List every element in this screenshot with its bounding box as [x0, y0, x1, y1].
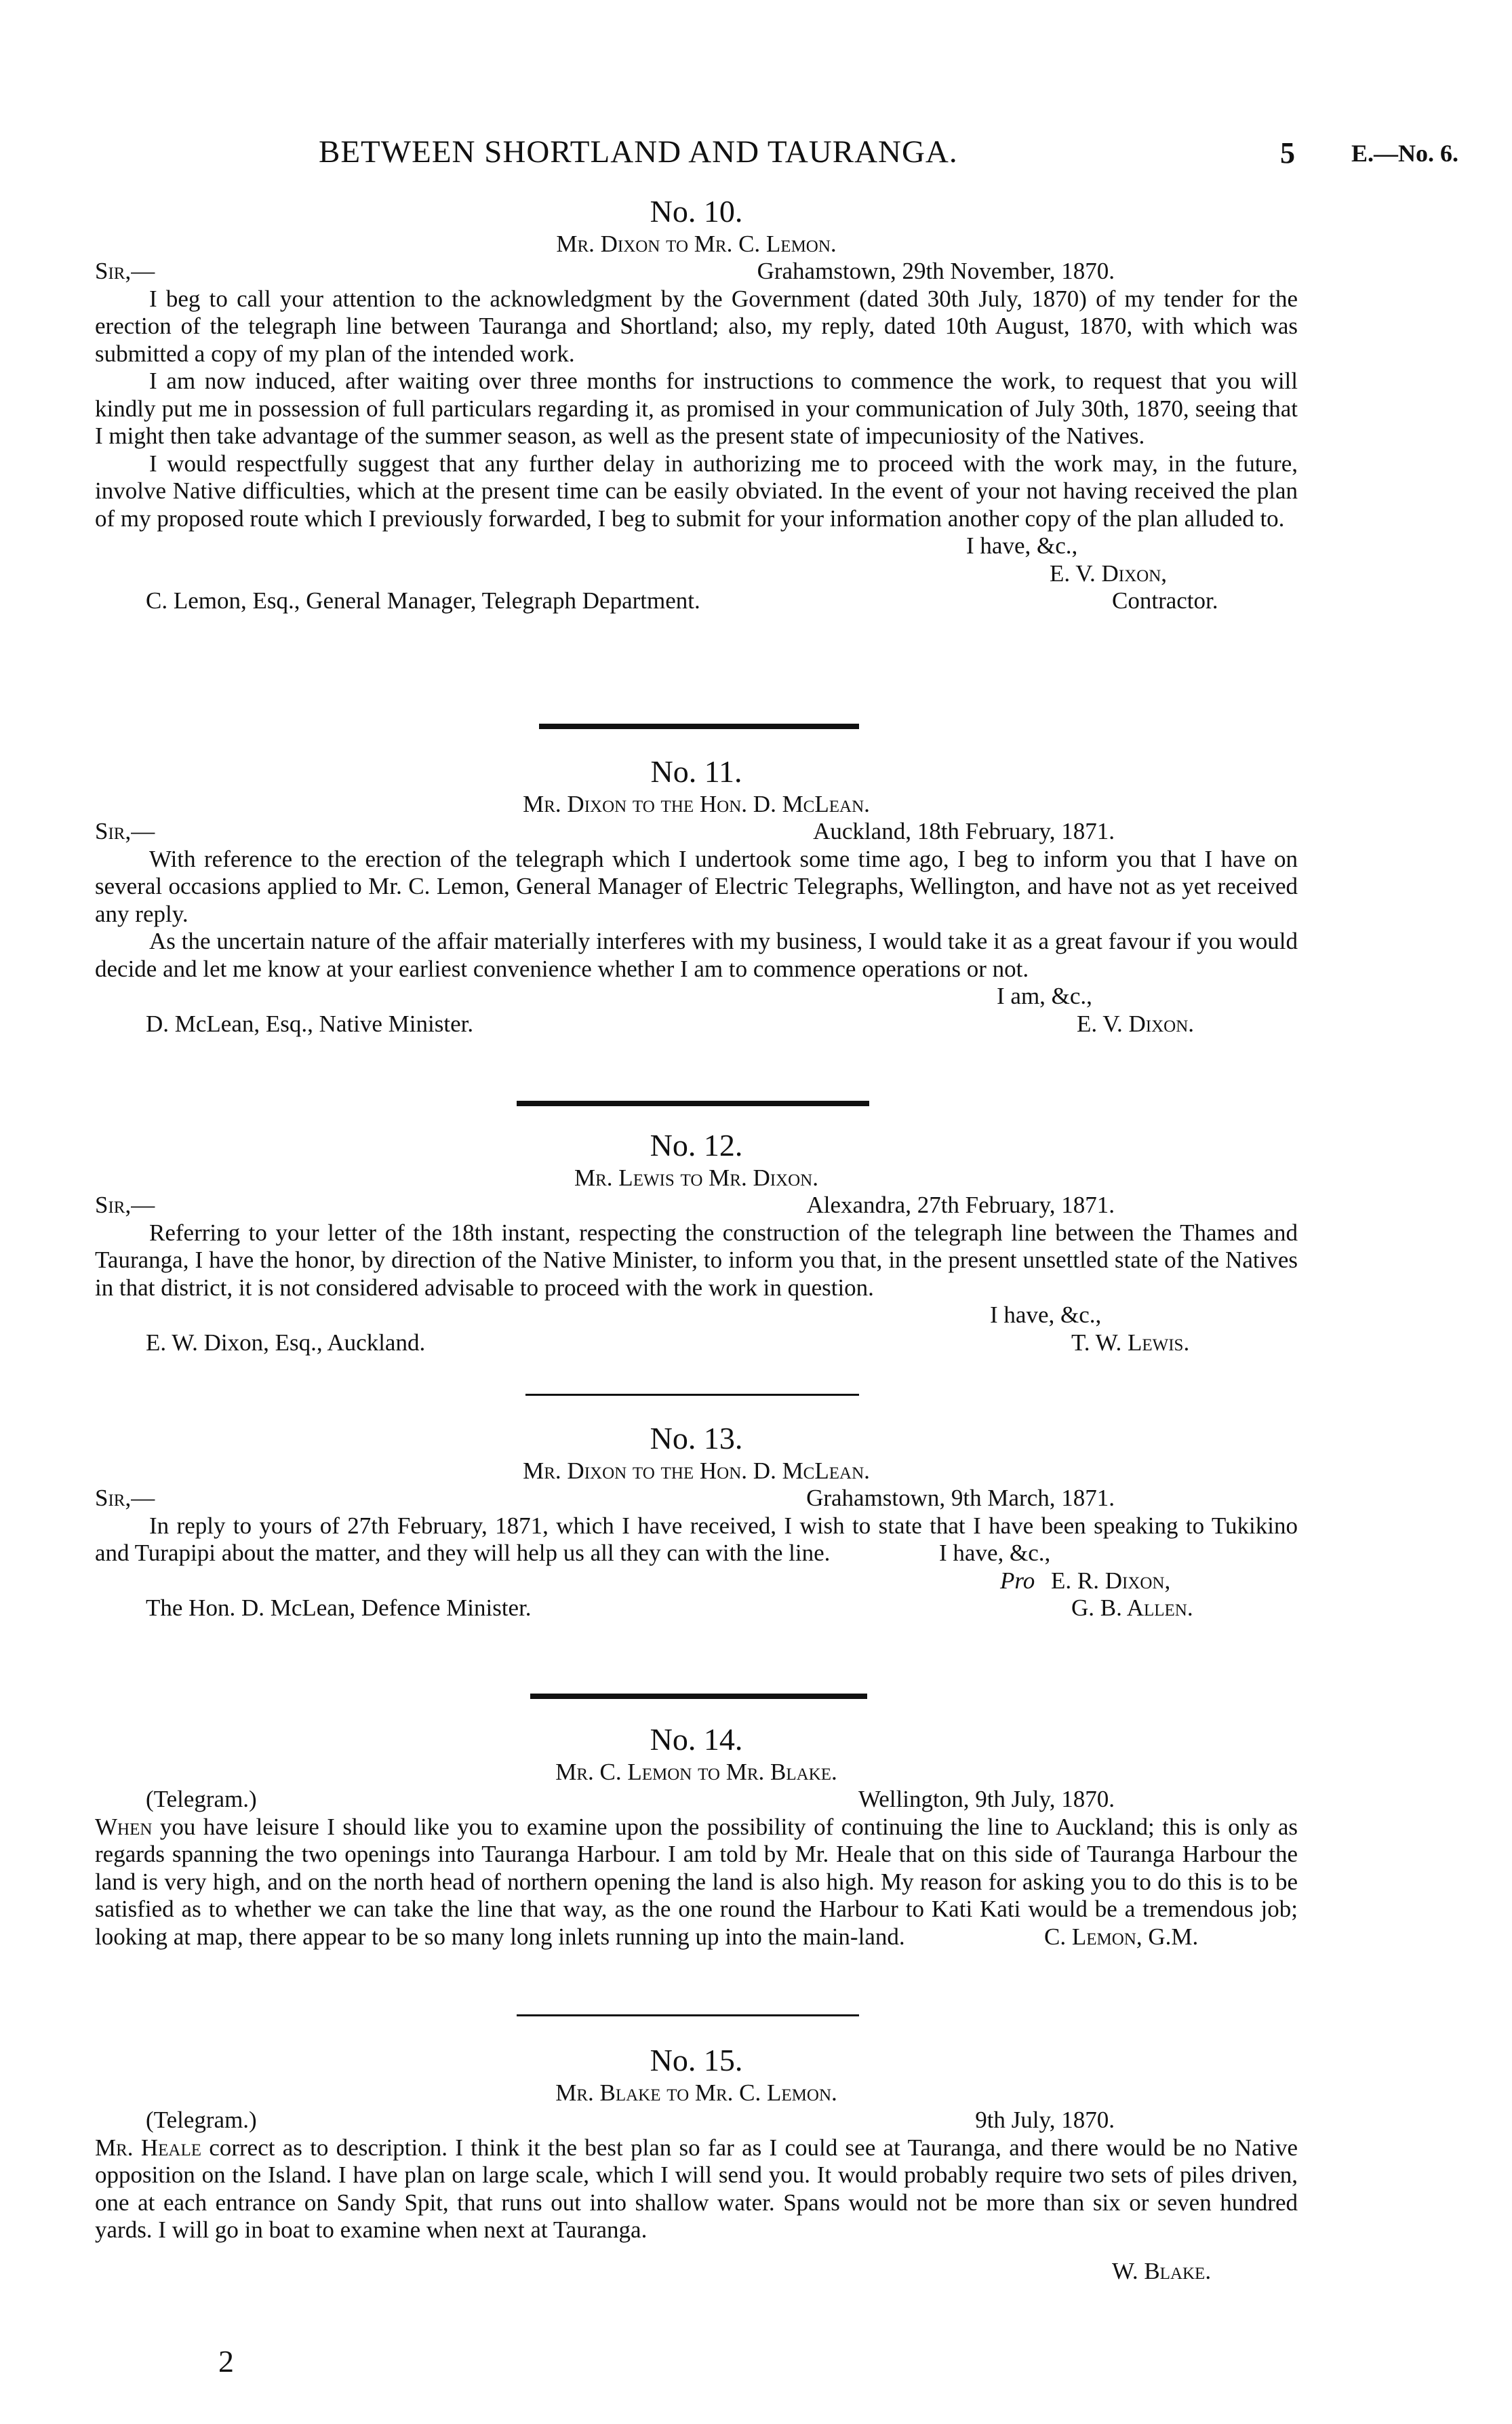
place-date: Alexandra, 27th February, 1871.: [806, 1192, 1115, 1218]
letter-no-10: [95, 193, 1298, 615]
letter-number: No. 10.: [650, 194, 743, 229]
document-reference: E.—No. 6.: [1351, 140, 1459, 167]
section-divider: [517, 2014, 859, 2016]
letter-no-14: [95, 1721, 1298, 1951]
paragraph: I am now induced, after waiting over three months for instructions to commence the work, to request that you will kindly put me in possession of full particulars regarding it, as promised in your communication of July 30th, 1870, seeing that I might then take advantage of the summer season, as well as the present state of impecuniosity of the Natives.: [95, 368, 1298, 449]
closing-row: [95, 1302, 1298, 1329]
addressee-row: [95, 587, 1298, 615]
letter-number: No. 12.: [650, 1128, 743, 1162]
salutation: Sir,—: [95, 1485, 155, 1511]
signature-secondary: G. B. Allen.: [1071, 1595, 1193, 1621]
signature-pro: Pro: [1000, 1567, 1035, 1594]
signature: C. Lemon, G.M.: [1044, 1923, 1199, 1950]
signature-title: Contractor.: [1112, 587, 1218, 614]
addressee: C. Lemon, Esq., General Manager, Telegraph Department.: [146, 587, 700, 614]
signature-mark: 2: [218, 2344, 234, 2379]
signature: T. W. Lewis.: [1071, 1329, 1190, 1356]
salutation-row: [95, 258, 1298, 286]
addressee-row: [95, 1595, 1298, 1622]
section-divider: [517, 1101, 869, 1106]
paragraph-text: you have leisure I should like you to examine upon the possibility of continuing the line to Auckland; this is only as regards spanning the two openings into Tauranga Harbour. I am told by Mr. Heale that on this side of Tauranga Harbour the land is very high, and on the north head of northern opening the land is also high. My reason for asking you to do this is to be satisfied as to whether we can take the line that way, as the one round the Harbour to Kati Kati would be a tremendous job; looking at map, there appear to be so many long inlets running up into the main-land.: [95, 1813, 1298, 1950]
letter-number: No. 11.: [650, 754, 742, 789]
signature-row: [95, 560, 1298, 588]
addressee-row: [95, 1011, 1298, 1038]
signature: E. V. Dixon,: [1050, 560, 1168, 587]
signature: E. R. Dixon,: [1051, 1567, 1171, 1594]
letter-number: No. 13.: [650, 1421, 743, 1455]
closing-row: [95, 1540, 1298, 1567]
signature-row: [95, 1923, 1298, 1951]
lead-word: Mr. Heale: [95, 2134, 201, 2161]
paragraph: I would respectfully suggest that any further delay in authorizing me to proceed with the work may, in the future, involve Native difficulties, which at the present time can be easily obviated. In the event of your not having received the plan of my proposed route which I previously forwarded, I beg to submit for your information another copy of the plan alluded to.: [95, 450, 1298, 532]
paragraph: I beg to call your attention to the acknowledgment by the Government (dated 30th July, 1870) of my tender for the erection of the telegraph line between Tauranga and Shortland; also, my reply, dated 10th August, 1870, with which was submitted a copy of my plan of the intended work.: [95, 285, 1298, 367]
telegram-label: (Telegram.): [146, 1786, 257, 1812]
section-divider: [539, 724, 859, 729]
signature-row: [95, 1567, 1298, 1595]
signature: W. Blake.: [1112, 2257, 1212, 2284]
salutation-row: [95, 818, 1298, 846]
salutation-row: [95, 1485, 1298, 1512]
telegram-label: (Telegram.): [146, 2107, 257, 2133]
signature: E. V. Dixon.: [1077, 1010, 1195, 1037]
closing: I have, &c.,: [939, 1540, 1051, 1566]
salutation: Sir,—: [95, 818, 155, 844]
addressee: The Hon. D. McLean, Defence Minister.: [146, 1595, 532, 1621]
closing-row: [95, 532, 1298, 560]
page-number: 5: [1280, 136, 1295, 170]
place-date: Wellington, 9th July, 1870.: [858, 1786, 1115, 1812]
letter-subtitle: Mr. Dixon to Mr. C. Lemon.: [556, 231, 837, 257]
letter-subtitle: Mr. Blake to Mr. C. Lemon.: [555, 2079, 837, 2106]
closing: I have, &c.,: [990, 1302, 1102, 1328]
section-divider: [530, 1694, 867, 1699]
place-date: 9th July, 1870.: [975, 2107, 1115, 2133]
closing: I have, &c.,: [966, 532, 1078, 559]
signature-row: [95, 2258, 1298, 2286]
letter-no-12: [95, 1127, 1298, 1356]
section-divider: [525, 1394, 859, 1396]
addressee: D. McLean, Esq., Native Minister.: [146, 1010, 474, 1037]
addressee-row: [95, 1329, 1298, 1357]
closing-row: [95, 983, 1298, 1011]
salutation: Sir,—: [95, 1192, 155, 1218]
letter-subtitle: Mr. Dixon to the Hon. D. McLean.: [523, 791, 870, 817]
salutation: Sir,—: [95, 258, 155, 284]
running-header-title: BETWEEN SHORTLAND AND TAURANGA.: [319, 134, 958, 170]
addressee: E. W. Dixon, Esq., Auckland.: [146, 1329, 426, 1356]
letter-no-11: [95, 753, 1298, 1038]
place-date: Grahamstown, 9th March, 1871.: [806, 1485, 1115, 1511]
salutation-row: [95, 2107, 1298, 2134]
letter-subtitle: Mr. Lewis to Mr. Dixon.: [574, 1165, 818, 1191]
paragraph: With reference to the erection of the telegraph which I undertook some time ago, I beg to inform you that I have on several occasions applied to Mr. C. Lemon, General Manager of Electric Telegraphs, Wellington, and have not as yet received any reply.: [95, 845, 1298, 927]
salutation-row: [95, 1786, 1298, 1814]
lead-word: When: [95, 1813, 153, 1840]
paragraph-text: correct as to description. I think it the best plan so far as I could see at Tauranga, and there would be no Native opposition on the Island. I have plan on large scale, which I will send you. It would probably require two sets of piles driven, one at each entrance on Sandy Spit, that runs out into shallow water. Spans would not be more than six or seven hundred yards. I will go in boat to examine when next at Tauranga.: [95, 2134, 1298, 2243]
letter-subtitle: Mr. Dixon to the Hon. D. McLean.: [523, 1458, 870, 1484]
salutation-row: [95, 1192, 1298, 1219]
letter-number: No. 15.: [650, 2043, 743, 2077]
paragraph: Referring to your letter of the 18th instant, respecting the construction of the telegraph line between the Thames and Tauranga, I have the honor, by direction of the Native Minister, to inform you that, in the present unsettled state of the Natives in that district, it is not considered advisable to proceed with the work in question.: [95, 1219, 1298, 1301]
letter-number: No. 14.: [650, 1722, 743, 1757]
letter-subtitle: Mr. C. Lemon to Mr. Blake.: [555, 1759, 837, 1785]
paragraph: In reply to yours of 27th February, 1871, which I have received, I wish to state that I have been speaking to Tukikino and Turapipi about the matter, and they will help us all they can with the line.: [95, 1512, 1298, 1566]
letter-no-15: [95, 2041, 1298, 2285]
paragraph: As the uncertain nature of the affair materially interferes with my business, I would take it as a great favour if you would decide and let me know at your earliest convenience whether I am to commence operations or not.: [95, 928, 1298, 982]
place-date: Grahamstown, 29th November, 1870.: [757, 258, 1115, 284]
letter-no-13: [95, 1420, 1298, 1622]
paragraph: [95, 2134, 1298, 2244]
place-date: Auckland, 18th February, 1871.: [813, 818, 1115, 844]
closing: I am, &c.,: [997, 983, 1092, 1009]
